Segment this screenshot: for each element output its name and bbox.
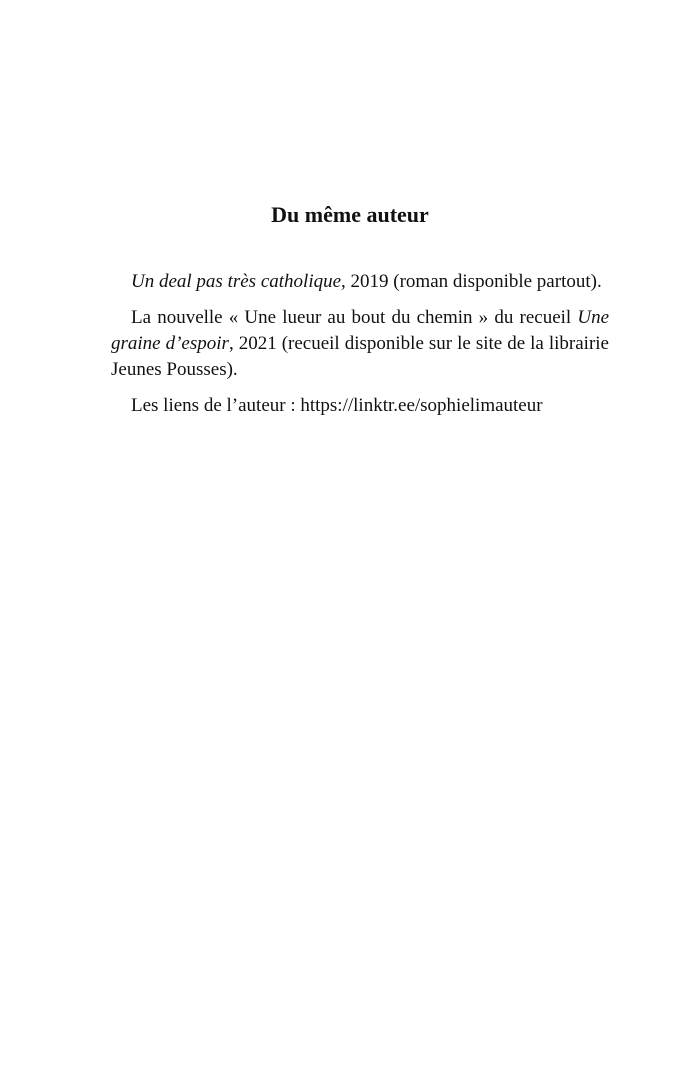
author-links-label: Les liens de l’auteur :	[131, 395, 301, 416]
entry-details: , 2021 (recueil disponible sur le site de la librairie Jeunes Pousses).	[111, 333, 609, 380]
entry-details: , 2019 (roman disponible partout).	[341, 271, 602, 292]
entry-intro: La nouvelle « Une lueur au bout du chemin » du recueil	[131, 307, 578, 328]
page-title: Du même auteur	[271, 202, 429, 227]
author-links-url: https://linktr.ee/sophielimauteur	[300, 395, 543, 416]
bibliography-entry-short-story	[111, 305, 609, 383]
entry-title: Une graine d’espoir	[111, 307, 609, 354]
bibliography	[111, 269, 609, 429]
entry-title: Un deal pas très catholique	[131, 271, 342, 292]
bibliography-entry-novel	[111, 269, 609, 295]
author-links	[111, 393, 609, 419]
